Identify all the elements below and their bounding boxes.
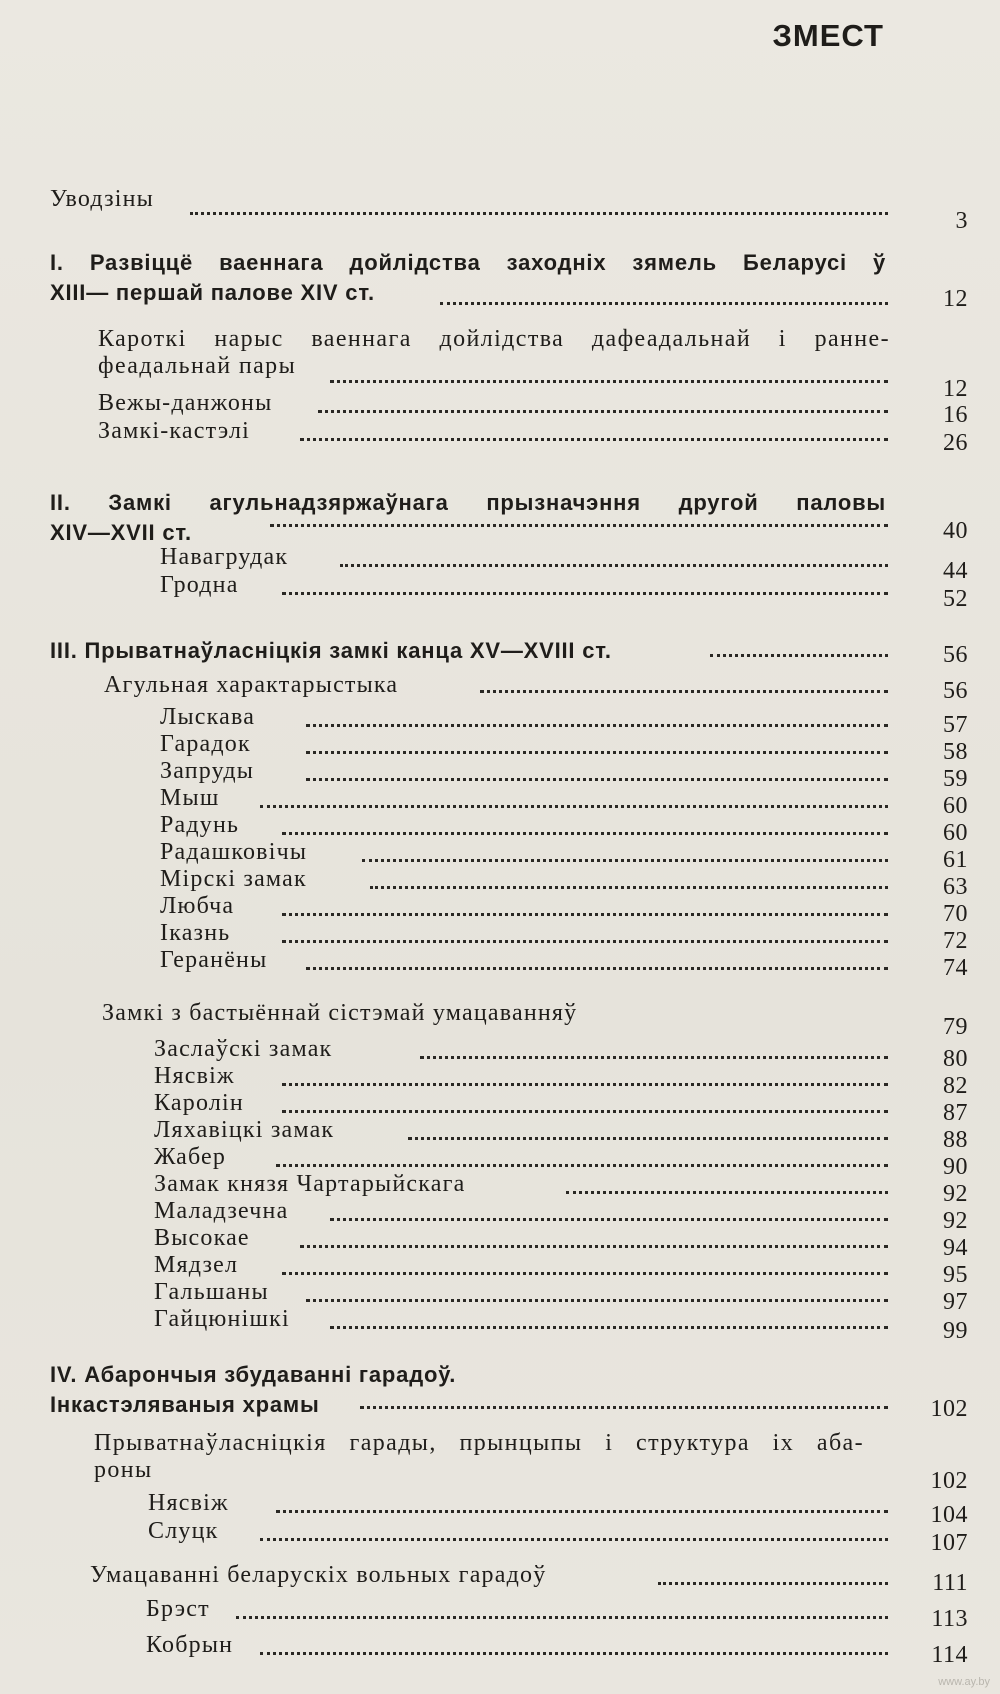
toc-page-number: 12 — [943, 376, 968, 402]
toc-page-number: 72 — [943, 928, 968, 954]
toc-chapter-3 — [0, 638, 1000, 668]
leader-dots — [282, 1073, 888, 1086]
toc-entry-label: Іказнь — [160, 920, 231, 946]
chapter-title-line2: ХІІІ— першай палове XIV ст. — [50, 280, 375, 305]
toc-page-number: 12 — [943, 286, 968, 312]
toc-page-number: 56 — [943, 678, 968, 704]
toc-entry-label: Заслаўскі замак — [154, 1036, 333, 1062]
toc-entry-bastion — [0, 1000, 1000, 1040]
toc-entry-maladzechna — [0, 1198, 1000, 1234]
leader-dots — [190, 202, 888, 215]
toc-entry-chartaryiski — [0, 1171, 1000, 1207]
toc-entry-label: Любча — [160, 893, 235, 919]
leader-dots — [330, 1208, 888, 1221]
toc-entry-kasteli — [0, 418, 1000, 456]
toc-page-number: 44 — [943, 558, 968, 584]
toc-page-number: 94 — [943, 1235, 968, 1261]
toc-entry-label: Замкі з бастыённай сістэмай умацаванняў — [102, 1000, 578, 1026]
leader-dots — [270, 514, 888, 527]
toc-page-number: 102 — [930, 1468, 968, 1494]
toc-entry-mir — [0, 866, 1000, 900]
leader-dots — [370, 876, 888, 889]
leader-dots — [282, 1262, 888, 1275]
chapter-title-line1: II. Замкі агульнадзяржаўнага прызначэння другой паловы — [50, 490, 886, 515]
toc-entry-label: Геранёны — [160, 947, 268, 973]
toc-page-number: 60 — [943, 793, 968, 819]
toc-entry-label: Жабер — [154, 1144, 227, 1170]
toc-entry-haradok — [0, 731, 1000, 765]
toc-entry-label: Брэст — [146, 1596, 210, 1622]
toc-page-number: 87 — [943, 1100, 968, 1126]
toc-entry-karolin — [0, 1090, 1000, 1126]
toc-entry-label: Гарадок — [160, 731, 251, 757]
toc-entry-zaslauski — [0, 1036, 1000, 1072]
toc-entry-label: Радашковічы — [160, 839, 308, 865]
toc-entry-umacavanni — [0, 1562, 1000, 1596]
toc-entry-label: Высокае — [154, 1225, 250, 1251]
leader-dots — [306, 714, 888, 727]
leader-dots — [330, 370, 888, 383]
leader-dots — [306, 957, 888, 970]
toc-entry-label: Гродна — [160, 572, 239, 598]
toc-page-number: 107 — [930, 1530, 968, 1556]
toc-entry-zapruda — [0, 758, 1000, 792]
leader-dots — [440, 292, 888, 305]
toc-page-number: 113 — [931, 1606, 968, 1632]
toc-page-number: 74 — [943, 955, 968, 981]
toc-page-number: 59 — [943, 766, 968, 792]
toc-entry-hrodna — [0, 572, 1000, 612]
toc-page-number: 60 — [943, 820, 968, 846]
toc-entry-niasvizh — [0, 1063, 1000, 1099]
toc-page-number: 104 — [930, 1502, 968, 1528]
leader-dots — [260, 795, 888, 808]
entry-line1: Кароткі нарыс ваеннага дойлідства дафеадальнай і ранне- — [98, 326, 890, 352]
leader-dots — [282, 582, 888, 595]
toc-page-number: 79 — [943, 1014, 968, 1040]
toc-page-number: 97 — [943, 1289, 968, 1315]
leader-dots — [318, 400, 888, 413]
toc-entry-haiciunishki — [0, 1306, 1000, 1344]
toc-page-number: 90 — [943, 1154, 968, 1180]
toc-entry-label: Агульная характарыстыка — [104, 672, 399, 698]
leader-dots — [362, 849, 888, 862]
toc-entry-label: Ляхавіцкі замак — [154, 1117, 335, 1143]
leader-dots — [276, 1154, 888, 1167]
toc-page-number: 70 — [943, 901, 968, 927]
entry-line2: роны — [94, 1457, 153, 1483]
toc-entry-ahulnaya — [0, 672, 1000, 702]
toc-entry-mysh — [0, 785, 1000, 819]
toc-entry-label: Мыш — [160, 785, 220, 811]
toc-entry-label: Мірскі замак — [160, 866, 307, 892]
toc-entry-label: Навагрудак — [160, 544, 289, 570]
toc-entry-label: Нясвіж — [148, 1490, 229, 1516]
leader-dots — [276, 1500, 888, 1513]
toc-page-number: 80 — [943, 1046, 968, 1072]
toc-page-number: 92 — [943, 1181, 968, 1207]
toc-page-number: 56 — [943, 642, 968, 668]
toc-entry-radun — [0, 812, 1000, 846]
leader-dots — [566, 1181, 888, 1194]
leader-dots — [330, 1316, 888, 1329]
toc-page-number: 88 — [943, 1127, 968, 1153]
toc-entry-niasvizh-2 — [0, 1490, 1000, 1528]
leader-dots — [480, 680, 888, 693]
entry-line2: феадальнай пары — [98, 353, 297, 379]
leader-dots — [408, 1127, 888, 1140]
toc-page-number: 61 — [943, 847, 968, 873]
leader-dots — [420, 1046, 888, 1059]
leader-dots — [260, 1642, 888, 1655]
toc-entry-zhaber — [0, 1144, 1000, 1180]
toc-page-number: 16 — [943, 402, 968, 428]
toc-page-number: 52 — [943, 586, 968, 612]
leader-dots — [306, 768, 888, 781]
toc-page-number: 57 — [943, 712, 968, 738]
leader-dots — [282, 822, 888, 835]
toc-page-number: 58 — [943, 739, 968, 765]
toc-entry-label: Лыскава — [160, 704, 256, 730]
leader-dots — [340, 554, 888, 567]
toc-page-number: 63 — [943, 874, 968, 900]
leader-dots — [360, 1396, 888, 1409]
toc-entry-label: Нясвіж — [154, 1063, 235, 1089]
toc-entry-label: Гайцюнішкі — [154, 1306, 290, 1332]
leader-dots — [300, 428, 888, 441]
leader-dots — [236, 1606, 888, 1619]
toc-page-number: 92 — [943, 1208, 968, 1234]
toc-entry-liubcha — [0, 893, 1000, 927]
leader-dots — [282, 930, 888, 943]
toc-entry-ikazn — [0, 920, 1000, 954]
toc-entry-label: Уводзіны — [50, 186, 154, 212]
toc-entry-brest — [0, 1596, 1000, 1632]
toc-chapter-4 — [50, 1360, 456, 1420]
toc-entry-label: Умацаванні беларускіх вольных гарадоў — [90, 1562, 547, 1588]
toc-entry-label: Радунь — [160, 812, 240, 838]
toc-page-number: 99 — [943, 1318, 968, 1344]
toc-entry-label: Мядзел — [154, 1252, 239, 1278]
toc-page-number: 111 — [932, 1570, 968, 1596]
toc-entry-navahrudak — [0, 544, 1000, 584]
toc-entry-label: Вежы-данжоны — [98, 390, 273, 416]
toc-entry-label: Слуцк — [148, 1518, 219, 1544]
entry-line1: Прыватнаўласніцкія гарады, прынцыпы і структура іх аба- — [94, 1430, 864, 1456]
toc-entry-label: Каролін — [154, 1090, 244, 1116]
toc-entry-pryvatnaulasnickiya — [94, 1430, 864, 1484]
toc-entry-label: Замак князя Чартарыйскага — [154, 1171, 466, 1197]
toc-entry-label: Замкі-кастэлі — [98, 418, 250, 444]
chapter-title-line2: XIV—XVII ст. — [50, 520, 192, 545]
toc-entry-vezhy — [0, 390, 1000, 428]
leader-dots — [300, 1235, 888, 1248]
toc-entry-radashkovichy — [0, 839, 1000, 873]
leader-dots — [260, 1528, 888, 1541]
toc-page-number: 95 — [943, 1262, 968, 1288]
toc-entry-label: Кобрын — [146, 1632, 234, 1658]
toc-entry-intro — [0, 186, 1000, 234]
toc-entry-halshany — [0, 1279, 1000, 1315]
toc-entry-vysokae — [0, 1225, 1000, 1261]
toc-page-number: 82 — [943, 1073, 968, 1099]
toc-page-number: 26 — [943, 430, 968, 456]
chapter-title: III. Прыватнаўласніцкія замкі канца XV—XVIII ст. — [50, 638, 612, 663]
leader-dots — [710, 644, 888, 657]
toc-entry-kobryn — [0, 1632, 1000, 1668]
toc-page-number: 3 — [955, 208, 968, 234]
toc-entry-miadzel — [0, 1252, 1000, 1288]
toc-entry-label: Маладзечна — [154, 1198, 289, 1224]
chapter-title-line1: IV. Абарончыя збудаванні гарадоў. — [50, 1362, 457, 1387]
toc-entry-liakhavicki — [0, 1117, 1000, 1153]
toc-entry-heranieny — [0, 947, 1000, 981]
chapter-title-line2: Інкастэляваныя храмы — [50, 1392, 320, 1417]
toc-entry-slutsk — [0, 1518, 1000, 1556]
toc-page-number: 102 — [930, 1396, 968, 1422]
leader-dots — [306, 1289, 888, 1302]
toc-page-number: 114 — [931, 1642, 968, 1668]
page-title: ЗМЕСТ — [772, 18, 884, 53]
leader-dots — [306, 741, 888, 754]
watermark: www.ay.by — [938, 1676, 990, 1688]
toc-page-number: 40 — [943, 518, 968, 544]
leader-dots — [282, 903, 888, 916]
toc-entry-lyskava — [0, 704, 1000, 738]
toc-entry-label: Запруды — [160, 758, 255, 784]
leader-dots — [658, 1572, 888, 1585]
chapter-title-line1: І. Развіццё ваеннага дойлідства заходніх зямель Беларусі ў — [50, 250, 886, 275]
leader-dots — [282, 1100, 888, 1113]
toc-entry-label: Гальшаны — [154, 1279, 269, 1305]
